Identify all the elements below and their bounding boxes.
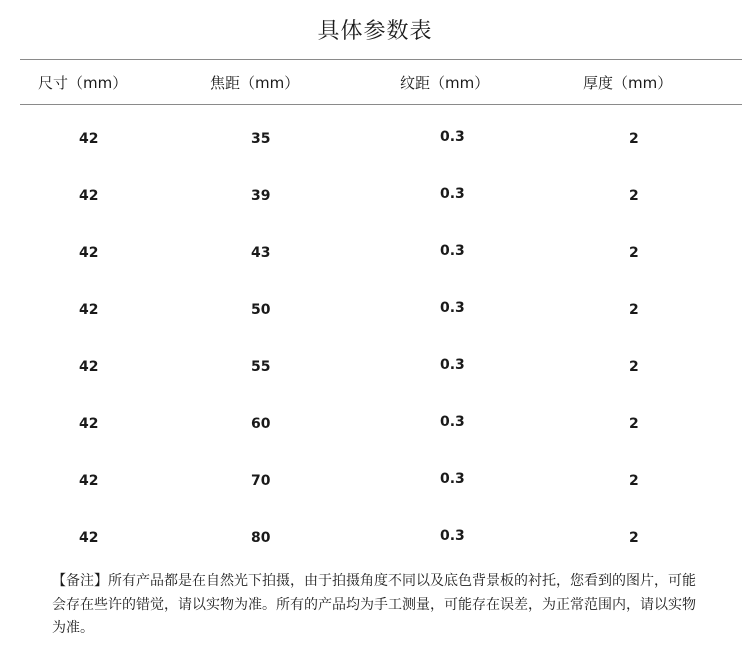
cell-thickness: 2 [629, 416, 639, 432]
cell-thickness: 2 [629, 302, 639, 318]
table-body [0, 129, 750, 596]
cell-thickness: 2 [629, 188, 639, 204]
cell-size: 42 [79, 188, 99, 204]
cell-pitch: 0.3 [440, 186, 465, 202]
cell-size: 42 [79, 473, 99, 489]
cell-thickness: 2 [629, 359, 639, 375]
cell-thickness: 2 [629, 473, 639, 489]
column-header-size: 尺寸（mm） [38, 74, 128, 92]
cell-pitch: 0.3 [440, 471, 465, 487]
cell-focal-length: 60 [251, 416, 271, 432]
cell-focal-length: 80 [251, 530, 271, 546]
cell-pitch: 0.3 [440, 357, 465, 373]
remark-note: 【备注】所有产品都是在自然光下拍摄，由于拍摄角度不同以及底色背景板的衬托，您看到的图片，可能会存在些许的错觉，请以实物为准。所有的产品均为手工测量，可能存在误差，为正常范围内，请以实物为准。 [52, 573, 696, 636]
column-header-pitch: 纹距（mm） [400, 74, 490, 92]
cell-focal-length: 55 [251, 359, 271, 375]
cell-thickness: 2 [629, 245, 639, 261]
cell-pitch: 0.3 [440, 300, 465, 316]
page-title: 具体参数表 [317, 19, 433, 44]
table-header-divider [20, 104, 742, 105]
cell-size: 42 [79, 359, 99, 375]
cell-focal-length: 50 [251, 302, 271, 318]
cell-size: 42 [79, 302, 99, 318]
cell-focal-length: 70 [251, 473, 271, 489]
cell-thickness: 2 [629, 131, 639, 147]
cell-size: 42 [79, 416, 99, 432]
cell-focal-length: 43 [251, 245, 271, 261]
cell-pitch: 0.3 [440, 243, 465, 259]
column-header-focal-length: 焦距（mm） [210, 74, 300, 92]
cell-pitch: 0.3 [440, 414, 465, 430]
cell-focal-length: 35 [251, 131, 271, 147]
table-header-row [0, 72, 750, 96]
cell-pitch: 0.3 [440, 129, 465, 145]
cell-size: 42 [79, 131, 99, 147]
cell-thickness: 2 [629, 530, 639, 546]
cell-size: 42 [79, 530, 99, 546]
cell-size: 42 [79, 245, 99, 261]
cell-focal-length: 39 [251, 188, 271, 204]
cell-pitch: 0.3 [440, 528, 465, 544]
column-header-thickness: 厚度（mm） [583, 74, 673, 92]
table-top-divider [20, 59, 742, 60]
